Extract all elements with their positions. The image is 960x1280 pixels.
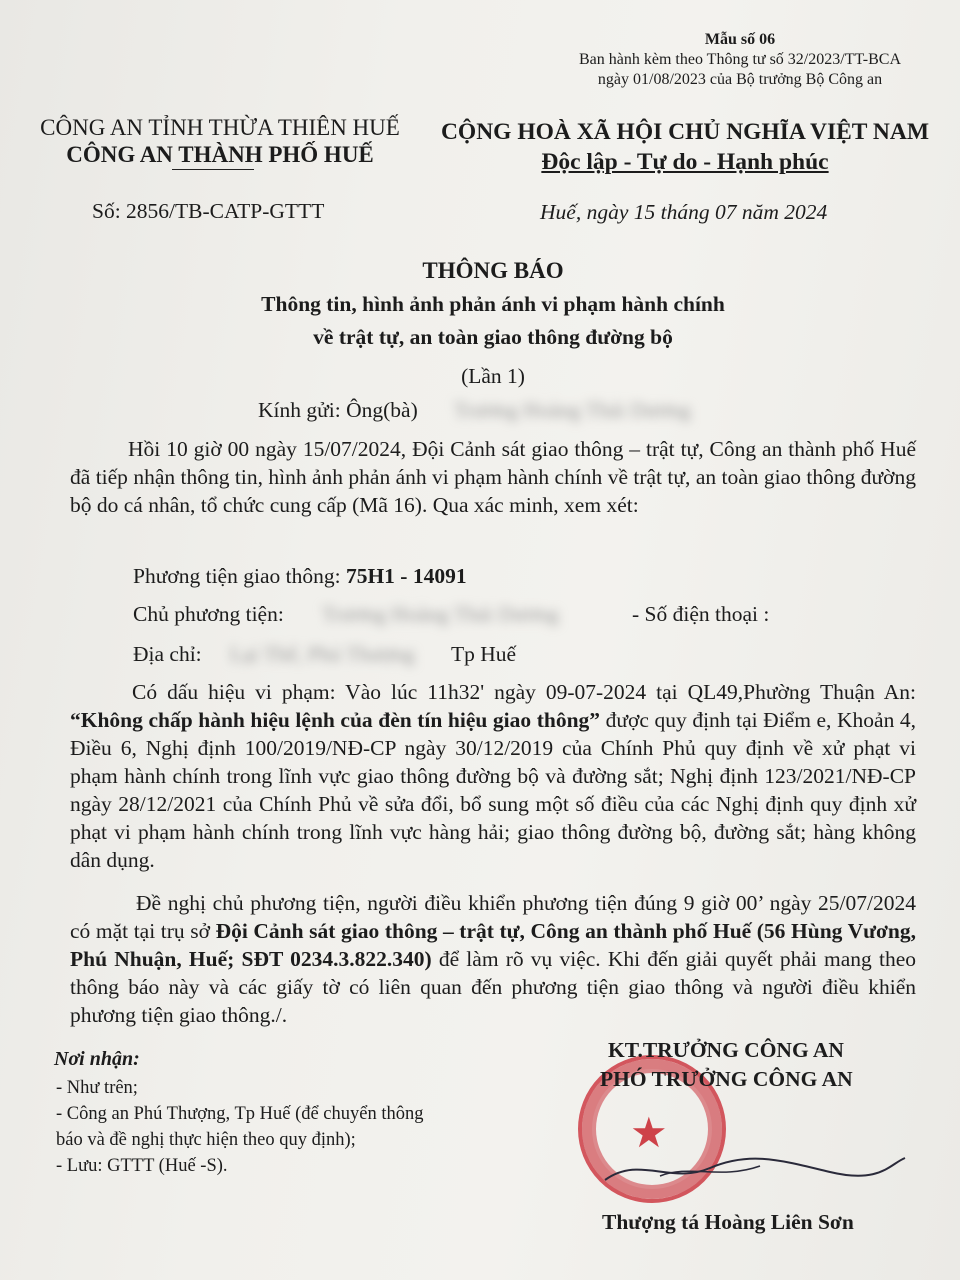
- recipient-name-redacted: Trương Hoàng Thái Dương: [454, 398, 691, 422]
- notice-round: (Lần 1): [461, 364, 525, 388]
- nation-header: [440, 118, 930, 176]
- title-line-2: về trật tự, an toàn giao thông đường bộ: [313, 325, 673, 349]
- nation-name: CỘNG HOÀ XÃ HỘI CHỦ NGHĨA VIỆT NAM: [440, 119, 930, 145]
- signature-title-1: KT.TRƯỞNG CÔNG AN: [608, 1038, 844, 1062]
- recipients-list: [56, 1075, 424, 1179]
- signature-title-2: PHÓ TRƯỞNG CÔNG AN: [600, 1067, 853, 1091]
- violation-offense: “Không chấp hành hiệu lệnh của đèn tín hiệu giao thông”: [70, 708, 601, 732]
- title-line-1: Thông tin, hình ảnh phản ánh vi phạm hành chính: [261, 292, 725, 316]
- form-meta: [560, 30, 920, 90]
- violation-lead: Có dấu hiệu vi phạm: Vào lúc 11h32' ngày 09-07-2024 tại QL49,Phường Thuận An:: [132, 680, 916, 704]
- form-issued-with: Ban hành kèm theo Thông tư số 32/2023/TT-BCA: [579, 51, 901, 68]
- intro-paragraph: Hồi 10 giờ 00 ngày 15/07/2024, Đội Cảnh sát giao thông – trật tự, Công an thành phố Huế đã tiếp nhận thông tin, hình ảnh phản ánh vi phạm hành chính về trật tự, an toàn giao thông đường bộ do cá nhân, tổ chức cung cấp (Mã 16). Qua xác minh, xem xét:: [70, 437, 916, 517]
- place-date: Huế, ngày 15 tháng 07 năm 2024: [540, 200, 828, 224]
- address-redacted: Lại Thế, Phú Thượng: [230, 642, 415, 666]
- seal-star-icon: ★: [630, 1111, 668, 1157]
- request-part-1: Đề nghị chủ phương tiện, người điều khiển phương tiện đúng 9 giờ 00’ ngày 25/07/2024 có mặt tại trụ sở: [70, 891, 916, 943]
- owner-name-redacted: Trương Hoàng Thái Dương: [322, 602, 559, 626]
- recipient-item: - Như trên;: [56, 1078, 138, 1098]
- phone-label: - Số điện thoại :: [632, 602, 770, 626]
- form-issued-date: ngày 01/08/2023 của Bộ trưởng Bộ Công an: [597, 71, 883, 88]
- vehicle-row: [133, 562, 467, 590]
- recipient-label: Kính gửi: Ông(bà): [258, 398, 418, 422]
- handwritten-signature: [600, 1150, 910, 1190]
- violation-paragraph: [70, 678, 916, 874]
- owner-label: Chủ phương tiện:: [133, 602, 284, 626]
- agency-parent: CÔNG AN TỈNH THỪA THIÊN HUẾ: [40, 115, 400, 140]
- address-city: Tp Huế: [451, 642, 517, 666]
- recipient-item: - Lưu: GTTT (Huế -S).: [56, 1156, 228, 1176]
- signer-name: Thượng tá Hoàng Liên Sơn: [602, 1210, 854, 1234]
- request-paragraph: [70, 889, 916, 1029]
- agency-underline: [172, 169, 254, 170]
- agency-unit: CÔNG AN THÀNH PHỐ HUẾ: [66, 142, 374, 167]
- recipient-item: báo và đề nghị thực hiện theo quy định);: [56, 1130, 356, 1150]
- vehicle-label: Phương tiện giao thông:: [133, 564, 341, 588]
- document-title: THÔNG BÁO: [422, 258, 564, 283]
- vehicle-plate: 75H1 - 14091: [345, 564, 467, 588]
- violation-legal-basis: được quy định tại Điểm e, Khoản 4, Điều 6, Nghị định 100/2019/NĐ-CP ngày 30/12/2019 của Chính Phủ quy định về xử phạt vi phạm hành chính trong lĩnh vực giao thông đường bộ và đường sắt; Nghị định 123/2021/NĐ-CP ngày 28/12/2021 của Chính Phủ về sửa đổi, bổ sung một số điều của các Nghị định quy định xử phạt vi phạm hành chính trong lĩnh vực hàng hải; giao thông đường bộ, đường sắt; hàng không dân dụng.: [70, 708, 917, 872]
- document-number: Số: 2856/TB-CATP-GTTT: [92, 199, 325, 223]
- form-number: Mẫu số 06: [704, 31, 776, 48]
- agency-header: [20, 114, 420, 169]
- request-office: Đội Cảnh sát giao thông – trật tự, Công an thành phố Huế (56 Hùng Vương, Phú Nhuận, Huế; SĐT 0234.3.822.340): [70, 919, 917, 971]
- request-part-2: để làm rõ vụ việc. Khi đến giải quyết phải mang theo thông báo này và các giấy tờ có liên quan đến phương tiện giao thông và người điều khiển phương tiện giao thông./.: [70, 947, 916, 1027]
- nation-motto: Độc lập - Tự do - Hạnh phúc: [541, 149, 829, 175]
- address-label: Địa chỉ:: [133, 642, 202, 666]
- recipients-heading: Nơi nhận:: [54, 1048, 140, 1070]
- recipient-item: - Công an Phú Thượng, Tp Huế (để chuyển thông: [56, 1104, 424, 1124]
